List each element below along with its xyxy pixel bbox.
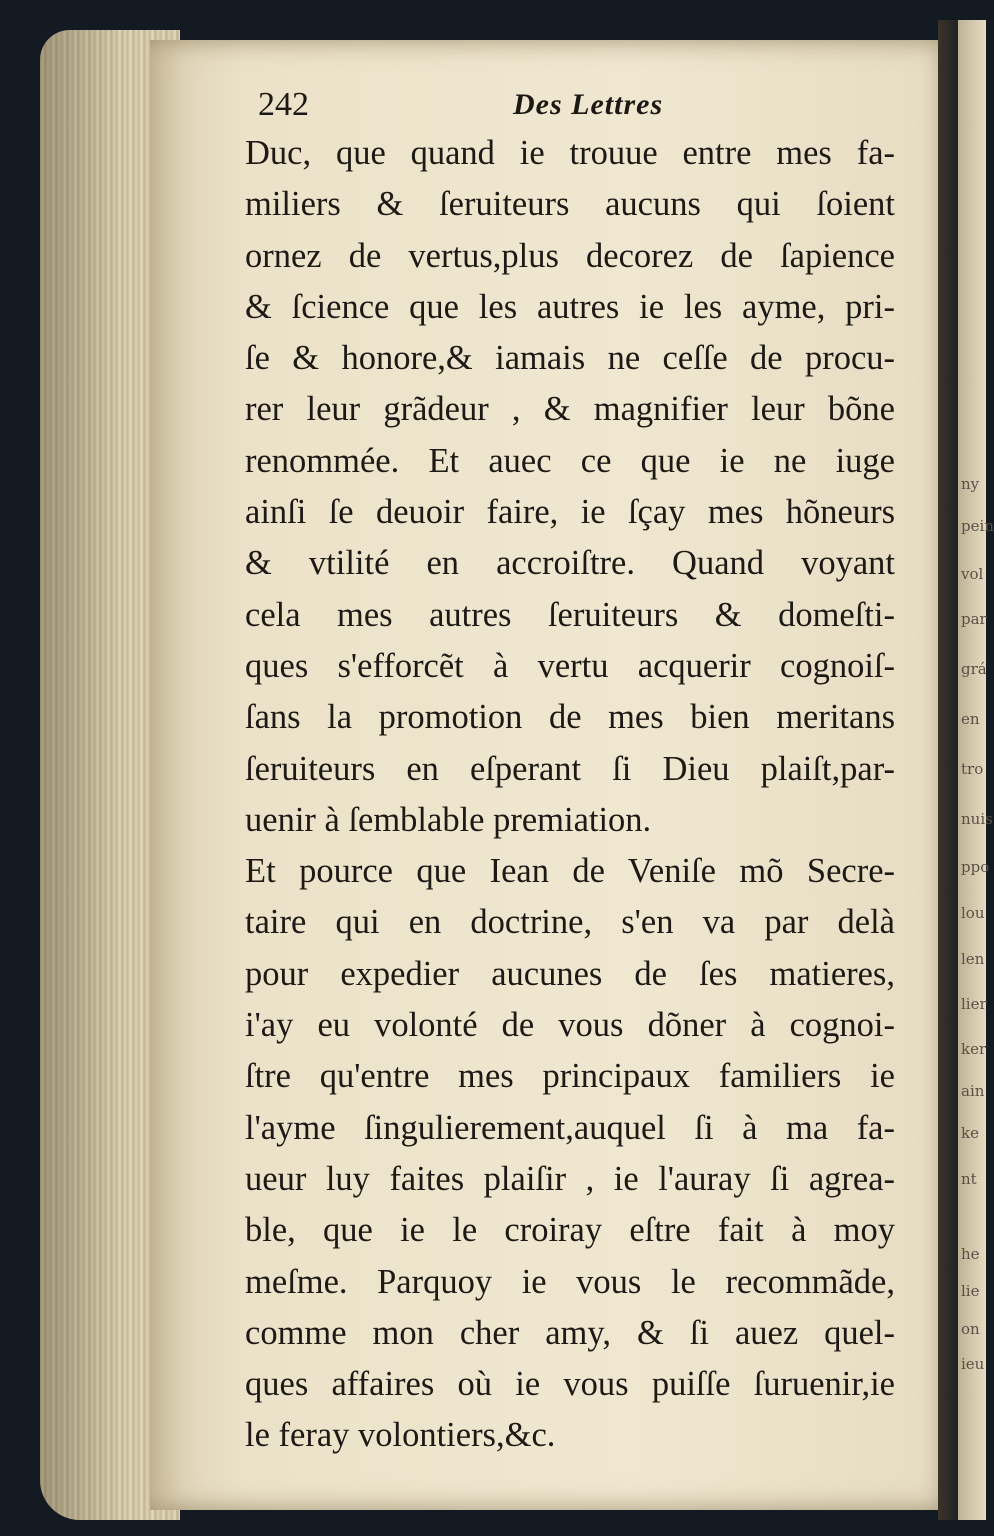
- text-line: renommée. Et auec ce que ie ne iuge: [245, 441, 895, 480]
- text-line: l'ayme ſingulierement,auquel ſi à ma fa-: [245, 1108, 895, 1147]
- text-line: ſe & honore,& iamais ne ceſſe de procu-: [245, 339, 895, 378]
- text-line: & vtilité en accroiſtre. Quand voyant: [245, 544, 895, 583]
- adjacent-fragment: ker: [961, 1040, 987, 1058]
- adjacent-fragment: nt: [961, 1170, 977, 1188]
- adjacent-fragment: en: [961, 710, 980, 728]
- text-line: ſtre qu'entre mes principaux familiers ie: [245, 1057, 895, 1096]
- text-line: taire qui en doctrine, s'en va par delà: [245, 903, 895, 942]
- text-line: pour expedier aucunes de ſes matieres,: [245, 954, 895, 993]
- running-title: Des Lettres: [513, 88, 664, 121]
- text-line: cela mes autres ſeruiteurs & domeſti-: [245, 595, 895, 634]
- adjacent-fragment: vol: [961, 565, 984, 583]
- text-line: rer leur grãdeur , & magnifier leur bõne: [245, 390, 895, 429]
- adjacent-fragment: grá: [961, 660, 987, 678]
- adjacent-fragment: lie: [961, 1282, 980, 1300]
- adjacent-fragment: on: [961, 1320, 980, 1338]
- adjacent-fragment: he: [961, 1245, 980, 1263]
- text-line: ble, que ie le croiray eſtre fait à moy: [245, 1211, 895, 1250]
- text-line: ſans la promotion de mes bien meritans: [245, 698, 895, 737]
- adjacent-fragment: len: [961, 950, 985, 968]
- text-line: comme mon cher amy, & ſi auez quel-: [245, 1313, 895, 1352]
- text-line: ainſi ſe deuoir faire, ie ſçay mes hõneurs: [245, 493, 895, 532]
- adjacent-fragment: ny: [961, 475, 980, 493]
- page-number: 242: [258, 86, 309, 123]
- text-line: miliers & ſeruiteurs aucuns qui ſoient: [245, 185, 895, 224]
- text-line: Et pource que Iean de Veniſe mõ Secre-: [245, 852, 895, 891]
- text-line: ques affaires où ie vous puiſſe ſuruenir,ie: [245, 1365, 895, 1404]
- adjacent-fragment: ke: [961, 1124, 979, 1142]
- adjacent-fragment: par: [961, 610, 987, 628]
- adjacent-fragment: ain: [961, 1082, 985, 1100]
- adjacent-fragment: lier: [961, 995, 987, 1013]
- adjacent-fragment: pein: [961, 517, 994, 535]
- letter-text: [245, 128, 895, 1462]
- text-line: ueur luy faites plaiſir , ie l'auray ſi agrea-: [245, 1159, 895, 1198]
- text-line: meſme. Parquoy ie vous le recommãde,: [245, 1262, 895, 1301]
- adjacent-fragment: ieu: [961, 1355, 985, 1373]
- text-line: ſeruiteurs en eſperant ſi Dieu plaiſt,par-: [245, 749, 895, 788]
- adjacent-fragment: nuis: [961, 810, 993, 828]
- adjacent-fragment: ppo: [961, 858, 990, 876]
- text-line: le feray volontiers,&c.: [245, 1416, 556, 1455]
- text-line: uenir à ſemblable premiation.: [245, 800, 652, 839]
- adjacent-fragment: tro: [961, 760, 984, 778]
- text-line: ornez de vertus,plus decorez de ſapience: [245, 236, 895, 275]
- text-line: i'ay eu volonté de vous dõner à cognoi-: [245, 1006, 895, 1045]
- page-header: [258, 86, 898, 130]
- adjacent-page: [958, 20, 994, 1520]
- text-line: & ſcience que les autres ie les ayme, pri-: [245, 287, 895, 326]
- text-line: Duc, que quand ie trouue entre mes fa-: [245, 134, 895, 172]
- text-line: ques s'efforcẽt à vertu acquerir cognoiſ-: [245, 646, 895, 685]
- adjacent-fragment: lou: [961, 904, 985, 922]
